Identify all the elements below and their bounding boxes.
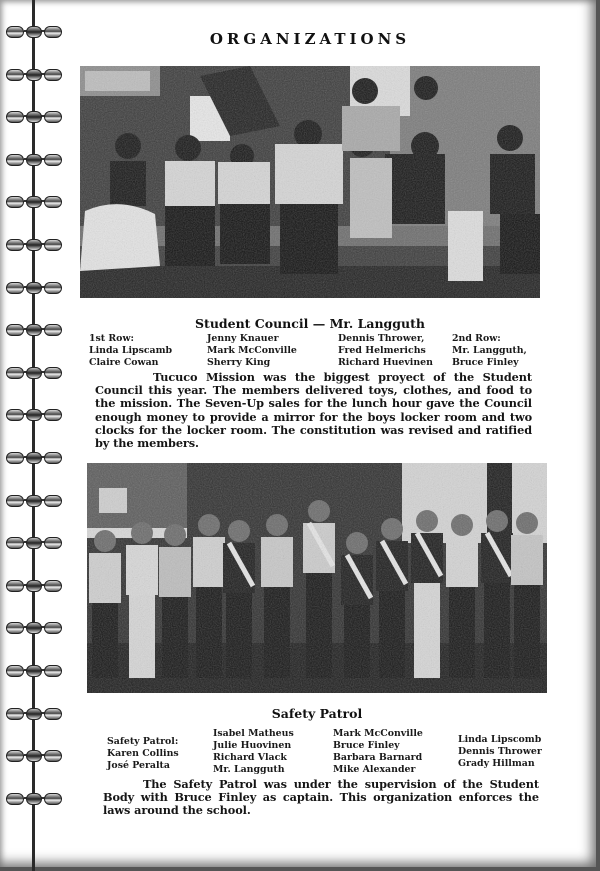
name-entry: Mark McConville (207, 345, 297, 356)
safety-patrol-caption-title: Safety Patrol (271, 706, 363, 721)
name-entry: Safety Patrol: (107, 736, 179, 747)
binding-ring (6, 409, 62, 421)
name-entry: Isabel Matheus (213, 728, 294, 739)
binding-ring (6, 665, 62, 677)
safety-patrol-photo-image (87, 463, 547, 693)
name-entry: Claire Cowan (89, 357, 159, 368)
student-council-names-col-4 (452, 333, 527, 369)
name-entry: Grady Hillman (458, 758, 535, 769)
name-entry: Mike Alexander (333, 764, 416, 775)
student-council-photo-image (80, 66, 540, 298)
name-entry: Sherry King (207, 357, 271, 368)
spiral-binding-spine (32, 0, 35, 871)
binding-ring (6, 324, 62, 336)
name-entry: Bruce Finley (452, 357, 519, 368)
binding-ring (6, 537, 62, 549)
binding-ring (6, 495, 62, 507)
student-council-names-col-1 (89, 333, 172, 369)
binding-ring (6, 154, 62, 166)
name-entry: 1st Row: (89, 333, 134, 344)
binding-ring (6, 282, 62, 294)
binding-ring (6, 580, 62, 592)
student-council-names-col-2 (207, 333, 297, 369)
name-entry: Richard Vlack (213, 752, 287, 763)
safety-patrol-names-col-4 (458, 734, 542, 770)
binding-ring (6, 452, 62, 464)
name-entry: Linda Lipscamb (89, 345, 173, 356)
safety-patrol-names-col-2 (213, 728, 294, 776)
name-entry: Bruce Finley (333, 740, 400, 751)
name-entry: Linda Lipscomb (458, 734, 542, 745)
binding-ring (6, 69, 62, 81)
binding-ring (6, 708, 62, 720)
name-entry: Barbara Barnard (333, 752, 423, 763)
name-entry: Mark McConville (333, 728, 423, 739)
name-entry: Jenny Knauer (207, 333, 279, 344)
student-council-photo (80, 66, 540, 298)
student-council-description-text: Tucuco Mission was the biggest proyect of the Student Council this year. The members delivered toys, clothes, and food to the mission. The Seven-Up sales for the lunch hour gave the Council enough money to provide a mirror for the boys locker room and two clocks for the locker room. The constitution was revised and ratified by the members. (95, 370, 532, 451)
name-entry: Fred Helmerichs (338, 345, 426, 356)
name-entry: Richard Huevinen (338, 357, 433, 368)
page-heading: ORGANIZATIONS (209, 30, 411, 48)
name-entry: Mr. Langguth, (452, 345, 527, 356)
name-entry: Dennis Thrower, (338, 333, 425, 344)
safety-patrol-photo (87, 463, 547, 693)
name-entry: Julie Huovinen (213, 740, 292, 751)
binding-ring (6, 111, 62, 123)
binding-ring (6, 196, 62, 208)
student-council-description (95, 371, 532, 450)
name-entry: Karen Collins (107, 748, 179, 759)
student-council-caption-title: Student Council — Mr. Langguth (195, 316, 425, 331)
binding-ring (6, 750, 62, 762)
name-entry: José Peralta (107, 760, 170, 771)
name-entry: Dennis Thrower (458, 746, 542, 757)
student-council-names-col-3 (338, 333, 433, 369)
name-entry: 2nd Row: (452, 333, 501, 344)
binding-ring (6, 239, 62, 251)
binding-ring (6, 622, 62, 634)
safety-patrol-description (103, 778, 539, 818)
safety-patrol-names-col-1 (107, 736, 179, 772)
binding-ring (6, 367, 62, 379)
safety-patrol-names-col-3 (333, 728, 423, 776)
binding-ring (6, 793, 62, 805)
safety-patrol-description-text: The Safety Patrol was under the supervision of the Student Body with Bruce Finley as captain. This organization enforces the laws around the school. (103, 777, 539, 818)
name-entry: Mr. Langguth (213, 764, 285, 775)
